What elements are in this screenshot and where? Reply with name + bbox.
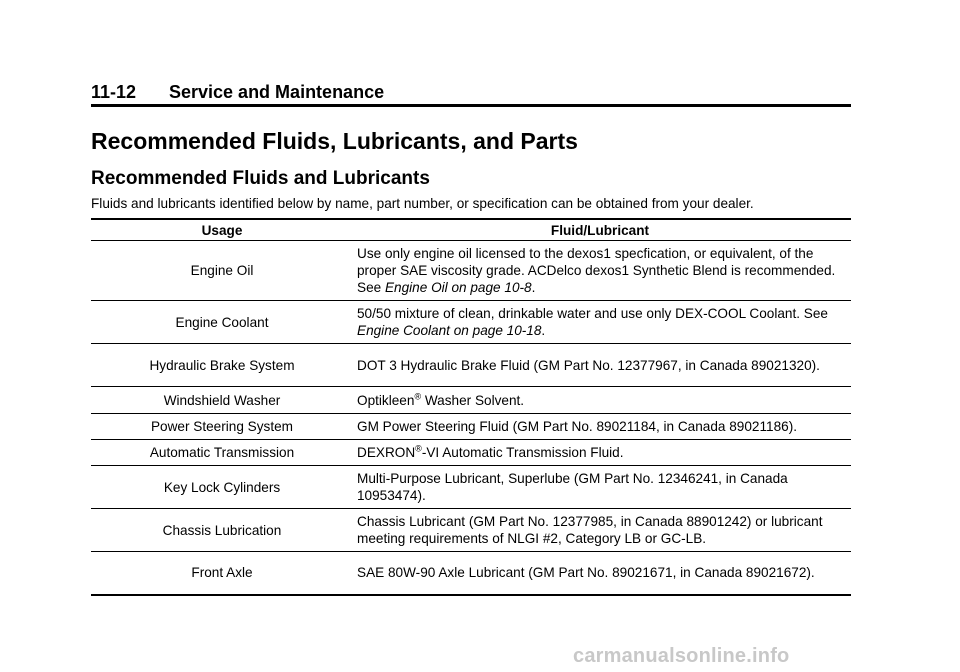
fluid-text: DEXRON [357,445,416,460]
table-header-row [91,219,851,241]
column-header-usage: Usage [91,219,353,241]
page-header [91,82,851,107]
fluid-text-end: . [541,323,546,338]
table-row [91,414,851,440]
page-title: Recommended Fluids, Lubricants, and Parts [91,128,578,154]
section-title: Service and Maintenance [169,82,385,102]
fluid-cell [353,440,851,466]
table-row [91,466,851,509]
engine-oil-page-link[interactable]: Engine Oil on page 10‑8 [384,280,532,295]
usage-cell: Chassis Lubrication [91,509,353,552]
fluid-text: Use only engine oil licensed to the dexos1 specfication, or equivalent, of the proper SAE viscosity grade. ACDelco dexos1 Synthetic Blend is recommended. See [357,246,836,295]
table-row [91,387,851,414]
usage-cell: Windshield Washer [91,387,353,414]
fluid-text: Optikleen [357,392,415,408]
fluid-text: 50/50 mixture of clean, drinkable water and use only DEX-COOL Coolant. See [357,306,828,321]
section-heading: Recommended Fluids and Lubricants [91,168,430,189]
fluid-text-end: Washer Solvent. [421,392,525,408]
registered-mark: ® [414,390,422,401]
fluid-text-end: . [531,280,536,295]
table-row [91,552,851,595]
fluid-cell: DOT 3 Hydraulic Brake Fluid (GM Part No. 12377967, in Canada 89021320). [353,344,851,387]
usage-cell: Automatic Transmission [91,440,353,466]
fluids-table [91,218,851,596]
table-row [91,440,851,466]
fluid-cell: GM Power Steering Fluid (GM Part No. 89021184, in Canada 89021186). [353,414,851,440]
fluid-cell: SAE 80W-90 Axle Lubricant (GM Part No. 89021671, in Canada 89021672). [353,552,851,595]
fluid-cell: Multi-Purpose Lubricant, Superlube (GM Part No. 12346241, in Canada 10953474). [353,466,851,509]
table-row [91,509,851,552]
intro-paragraph: Fluids and lubricants identified below by name, part number, or specification can be obtained from your dealer. [91,196,754,211]
usage-cell: Key Lock Cylinders [91,466,353,509]
column-header-fluid: Fluid/Lubricant [353,219,851,241]
usage-cell: Engine Oil [91,241,353,301]
fluid-text-end: -VI Automatic Transmission Fluid. [421,445,624,460]
page-number: 11-12 [91,82,137,102]
table-row [91,301,851,344]
registered-mark: ® [415,443,422,454]
usage-cell: Front Axle [91,552,353,595]
watermark-text: carmanualsonline.info [573,645,790,667]
fluid-cell: Chassis Lubricant (GM Part No. 12377985, in Canada 88901242) or lubricant meeting requirements of NLGI #2, Category LB or GC-LB. [353,509,851,552]
usage-cell: Hydraulic Brake System [91,344,353,387]
table-row [91,241,851,301]
fluid-cell [353,241,851,301]
usage-cell: Engine Coolant [91,301,353,344]
fluid-cell [353,301,851,344]
engine-coolant-page-link[interactable]: Engine Coolant on page 10‑18 [357,323,542,338]
table-row [91,344,851,387]
fluid-cell [353,387,851,414]
usage-cell: Power Steering System [91,414,353,440]
